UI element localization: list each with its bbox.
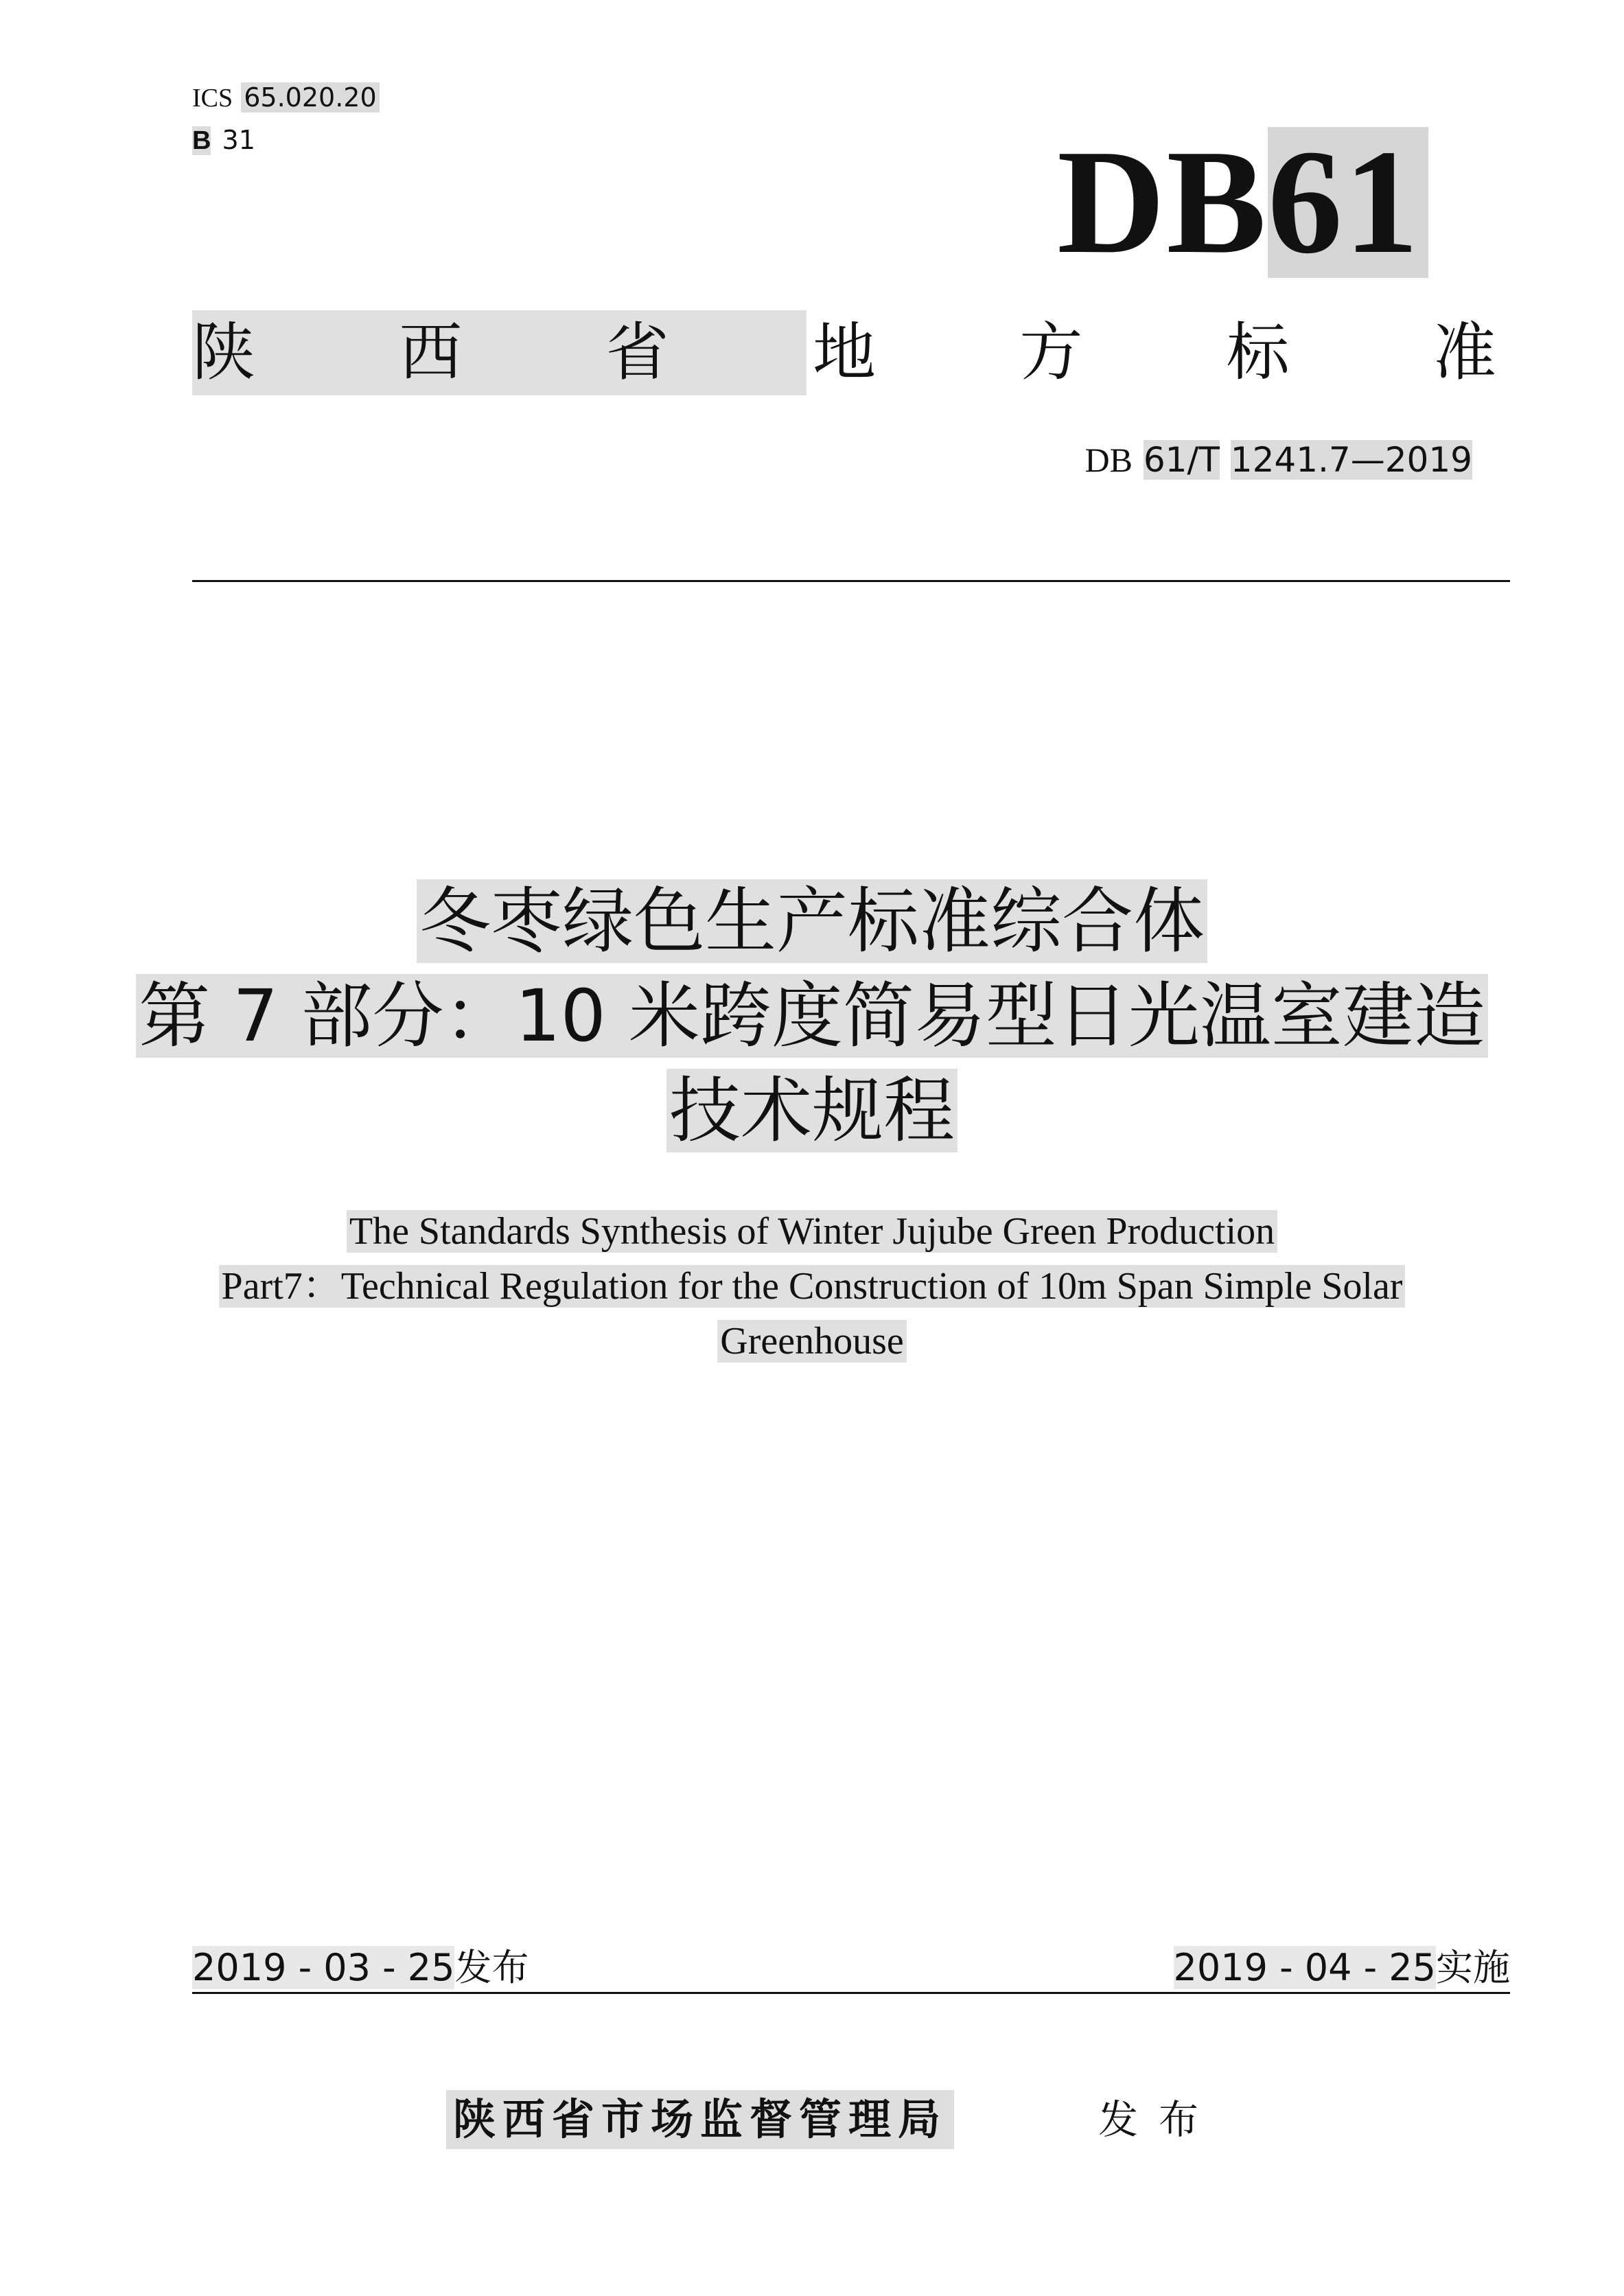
publish-date (192, 1944, 529, 1994)
title-zh-text-1: 冬枣绿色生产标准综合体 (417, 879, 1207, 963)
banner-char: 地 (812, 316, 876, 389)
title-en-line-2 (0, 1261, 1624, 1312)
classification-code: 31 (222, 125, 255, 155)
logo-number: 61 (1268, 127, 1428, 278)
implement-label: 实施 (1436, 1946, 1510, 1989)
ics-code: 65.020.20 (241, 82, 379, 113)
publish-label: 发布 (454, 1946, 529, 1989)
title-en-line-1 (0, 1206, 1624, 1257)
title-en-line-3 (0, 1316, 1624, 1367)
classification-code-line (192, 124, 258, 157)
banner-char: 标 (1226, 316, 1290, 389)
title-en-text-2: Part7：Technical Regulation for the Construction of 10m Span Simple Solar (219, 1265, 1406, 1308)
title-en-text-3: Greenhouse (717, 1320, 906, 1362)
footer-divider (192, 1992, 1510, 1994)
title-zh-text-3: 技术规程 (666, 1069, 958, 1152)
ics-label: ICS (192, 84, 233, 113)
implement-date-value: 2019 - 04 - 25 (1173, 1946, 1436, 1989)
implement-date (1174, 1944, 1510, 1994)
banner-char: 西 (399, 316, 463, 389)
banner-char: 陕 (192, 316, 256, 389)
classification-label: B (192, 126, 211, 155)
title-zh-line-1 (0, 875, 1624, 967)
title-zh-line-3 (0, 1065, 1624, 1157)
banner-char: 方 (1019, 316, 1083, 389)
db61-logo (1057, 119, 1428, 285)
ics-code-line (192, 81, 380, 115)
provincial-standard-banner (192, 310, 1496, 395)
standard-number-code: 61/T (1143, 440, 1220, 480)
banner-char: 准 (1432, 316, 1496, 389)
issue-action: 发布 (1098, 2096, 1220, 2143)
logo-prefix: DB (1057, 119, 1268, 285)
title-zh-line-2 (0, 970, 1624, 1062)
standard-number-value: 1241.7—2019 (1230, 440, 1472, 480)
standard-number-prefix: DB (1084, 441, 1133, 479)
issuing-authority: 陕西省市场监督管理局 (446, 2090, 954, 2149)
header-divider (192, 580, 1510, 582)
standard-number (1084, 437, 1472, 483)
publish-date-value: 2019 - 03 - 25 (192, 1946, 455, 1989)
banner-char: 省 (605, 316, 669, 389)
title-zh-text-2: 第 7 部分：10 米跨度简易型日光温室建造 (136, 974, 1488, 1058)
title-en-text-1: The Standards Synthesis of Winter Jujube Green Production (347, 1210, 1277, 1253)
